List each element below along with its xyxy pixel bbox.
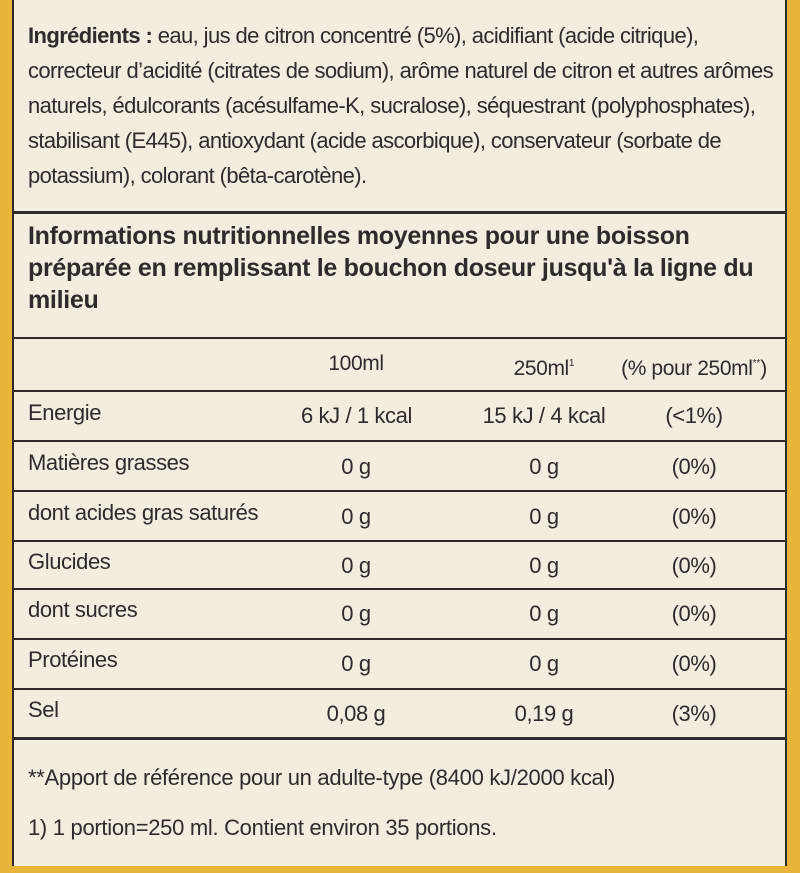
column-header-250ml: $250ml^1$ bbox=[513, 357, 575, 380]
value-100ml: 0,08 g bbox=[326, 701, 386, 726]
row-label-sel: Sel bbox=[28, 697, 59, 722]
value-percent: (0%) bbox=[671, 553, 717, 578]
value-percent: (0%) bbox=[671, 504, 717, 529]
value-250ml: 0 g bbox=[529, 651, 559, 676]
ingredients-list bbox=[28, 18, 788, 193]
column-header-percent: (% pour 250ml**) bbox=[621, 357, 767, 380]
divider bbox=[14, 688, 785, 690]
nutrition-heading: Informations nutritionnelles moyennes pour une boisson préparée en remplissant le bouchon doseur jusqu'à la ligne du milieu bbox=[28, 222, 754, 314]
divider bbox=[14, 638, 785, 640]
ingredients-heading: Ingrédients : bbox=[28, 23, 153, 48]
value-100ml: 0 g bbox=[341, 454, 371, 479]
ingredients-text: eau, jus de citron concentré (5%), acidifiant (acide citrique), correcteur d’acidité (citrates de sodium), arôme naturel de citron et autres arômes naturels, édulcorants (acésulfame-K, sucralose), séquestrant (polyphosphates), stabilisant (E445), antioxydant (acide ascorbique), conservateur (sorbate de potassium), colorant (bêta-carotène). bbox=[28, 23, 773, 188]
value-250ml: 15 kJ / 4 kcal bbox=[482, 403, 606, 428]
row-label-glucides: Glucides bbox=[28, 549, 111, 574]
column-header-100ml: 100ml bbox=[328, 352, 384, 375]
value-250ml: 0 g bbox=[529, 601, 559, 626]
row-label-matieres-grasses: Matières grasses bbox=[28, 450, 190, 475]
value-100ml: 0 g bbox=[341, 601, 371, 626]
row-label-dont-sucres: dont sucres bbox=[28, 597, 138, 622]
divider bbox=[14, 588, 785, 590]
value-250ml: 0 g bbox=[529, 553, 559, 578]
row-label-acides-gras-satures: dont acides gras saturés bbox=[28, 500, 259, 525]
footnote-mark: ** bbox=[752, 358, 761, 369]
value-percent: (0%) bbox=[671, 651, 717, 676]
portion-note: 1) 1 portion=250 ml. Contient environ 35 portions. bbox=[28, 815, 497, 840]
divider bbox=[14, 540, 785, 542]
value-percent: (0%) bbox=[671, 454, 717, 479]
footnote-mark: 1 bbox=[568, 358, 575, 369]
value-100ml: 0 g bbox=[341, 553, 371, 578]
value-percent: (<1%) bbox=[665, 403, 723, 428]
divider bbox=[14, 390, 785, 392]
value-250ml: 0 g bbox=[529, 504, 559, 529]
row-label-energie: Energie bbox=[28, 400, 102, 425]
value-100ml: 0 g bbox=[341, 504, 371, 529]
value-100ml: 6 kJ / 1 kcal bbox=[301, 403, 412, 428]
value-250ml: 0,19 g bbox=[514, 701, 574, 726]
divider bbox=[14, 737, 785, 740]
value-percent: (0%) bbox=[671, 601, 717, 626]
divider bbox=[14, 490, 785, 492]
nutrition-label bbox=[12, 0, 787, 866]
value-100ml: 0 g bbox=[341, 651, 371, 676]
reference-intake-note: **Apport de référence pour un adulte-type (8400 kJ/2000 kcal) bbox=[28, 765, 616, 790]
divider bbox=[14, 211, 785, 214]
divider bbox=[14, 440, 785, 442]
value-250ml: 0 g bbox=[529, 454, 559, 479]
row-label-proteines: Protéines bbox=[28, 647, 118, 672]
divider bbox=[14, 337, 785, 339]
value-percent: (3%) bbox=[671, 701, 717, 726]
